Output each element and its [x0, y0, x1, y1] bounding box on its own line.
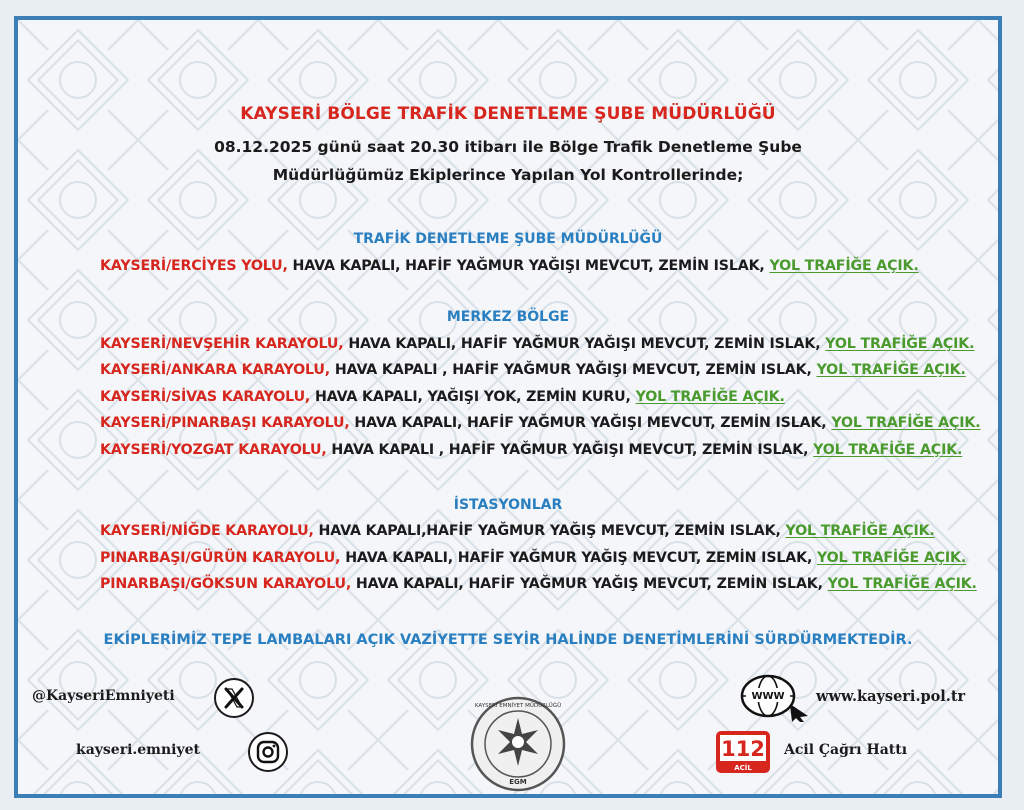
road-status: YOL TRAFİĞE AÇIK. — [825, 336, 975, 352]
intro-line-1: 08.12.2025 günü saat 20.30 itibarı ile Bölge Trafik Denetleme Şube — [214, 138, 802, 156]
seal-abbrev: EGM — [509, 778, 527, 786]
road-row — [100, 336, 974, 352]
road-condition: HAVA KAPALI, HAFİF YAĞMUR YAĞIŞI MEVCUT, ZEMİN ISLAK, — [343, 336, 826, 352]
road-condition: HAVA KAPALI, HAFİF YAĞMUR YAĞIŞI MEVCUT, ZEMİN ISLAK, — [287, 258, 770, 274]
intro-line-2: Müdürlüğümüz Ekiplerince Yapılan Yol Kontrollerinde; — [272, 166, 744, 184]
road-status: YOL TRAFİĞE AÇIK. — [785, 523, 935, 539]
road-status: YOL TRAFİĞE AÇIK. — [831, 415, 981, 431]
road-location: KAYSERİ/SİVAS KARAYOLU, — [100, 389, 311, 405]
road-row — [100, 442, 962, 458]
x-logo-icon[interactable] — [214, 678, 254, 718]
road-location: KAYSERİ/NİĞDE KARAYOLU, — [100, 523, 314, 539]
road-condition: HAVA KAPALI, HAFİF YAĞMUR YAĞIŞ MEVCUT, ZEMİN ISLAK, — [340, 550, 817, 566]
notice-card — [14, 16, 1002, 798]
road-row — [100, 362, 966, 378]
emergency-badge: ACİL — [734, 764, 752, 772]
road-location: KAYSERİ/ERCİYES YOLU, — [100, 258, 288, 274]
road-condition: HAVA KAPALI, YAĞIŞI YOK, ZEMİN KURU, — [310, 389, 636, 405]
www-globe-icon[interactable] — [738, 672, 810, 722]
road-location: KAYSERİ/PINARBAŞI KARAYOLU, — [100, 415, 350, 431]
road-status: YOL TRAFİĞE AÇIK. — [816, 362, 966, 378]
emergency-112-icon — [715, 730, 771, 774]
section-heading-trafik: TRAFİK DENETLEME ŞUBE MÜDÜRLÜĞÜ — [353, 231, 663, 247]
road-status: YOL TRAFİĞE AÇIK. — [635, 389, 785, 405]
section-heading-istasyonlar: İSTASYONLAR — [453, 497, 563, 513]
road-condition: HAVA KAPALI, HAFİF YAĞMUR YAĞIŞ MEVCUT, ZEMİN ISLAK, — [351, 576, 828, 592]
road-status: YOL TRAFİĞE AÇIK. — [816, 550, 967, 566]
emergency-number: 112 — [721, 737, 765, 761]
cursor-icon — [790, 704, 808, 722]
road-location: KAYSERİ/ANKARA KARAYOLU, — [100, 362, 331, 378]
seal-text: KAYSERİ EMNİYET MÜDÜRLÜĞÜ — [474, 703, 562, 709]
road-condition: HAVA KAPALI , HAFİF YAĞMUR YAĞIŞI MEVCUT, ZEMİN ISLAK, — [330, 362, 817, 378]
www-icon-text: WWW — [751, 691, 785, 702]
road-location: PINARBAŞI/GÜRÜN KARAYOLU, — [100, 550, 341, 566]
road-status: YOL TRAFİĞE AÇIK. — [769, 258, 919, 274]
road-status: YOL TRAFİĞE AÇIK. — [813, 442, 963, 458]
road-location: KAYSERİ/YOZGAT KARAYOLU, — [100, 442, 327, 458]
road-row — [100, 550, 966, 566]
website-url[interactable]: www.kayseri.pol.tr — [816, 688, 966, 705]
road-row — [100, 576, 977, 592]
instagram-handle: kayseri.emniyet — [76, 742, 200, 758]
content-area — [18, 20, 998, 794]
road-row — [100, 258, 919, 274]
section-heading-merkez: MERKEZ BÖLGE — [446, 309, 570, 325]
road-status: YOL TRAFİĞE AÇIK. — [827, 576, 977, 592]
road-row — [100, 523, 935, 539]
emergency-label: Acil Çağrı Hattı — [784, 742, 908, 758]
instagram-icon[interactable] — [248, 732, 288, 772]
road-row — [100, 415, 980, 431]
road-row — [100, 389, 785, 405]
road-location: PINARBAŞI/GÖKSUN KARAYOLU, — [100, 576, 352, 592]
closing-statement: EKİPLERİMİZ TEPE LAMBALARI AÇIK VAZİYETTE SEYİR HALİNDE DENETİMLERİNİ SÜRDÜRMEKTEDİR. — [103, 632, 913, 648]
police-seal-icon — [458, 696, 578, 792]
x-handle: @KayseriEmniyeti — [32, 688, 175, 704]
road-condition: HAVA KAPALI,HAFİF YAĞMUR YAĞIŞ MEVCUT, ZEMİN ISLAK, — [313, 523, 786, 539]
road-condition: HAVA KAPALI , HAFİF YAĞMUR YAĞIŞI MEVCUT, ZEMİN ISLAK, — [326, 442, 814, 458]
page-title: KAYSERİ BÖLGE TRAFİK DENETLEME ŞUBE MÜDÜRLÜĞÜ — [240, 104, 776, 124]
road-condition: HAVA KAPALI, HAFİF YAĞMUR YAĞIŞI MEVCUT, ZEMİN ISLAK, — [349, 415, 832, 431]
road-location: KAYSERİ/NEVŞEHİR KARAYOLU, — [100, 336, 344, 352]
